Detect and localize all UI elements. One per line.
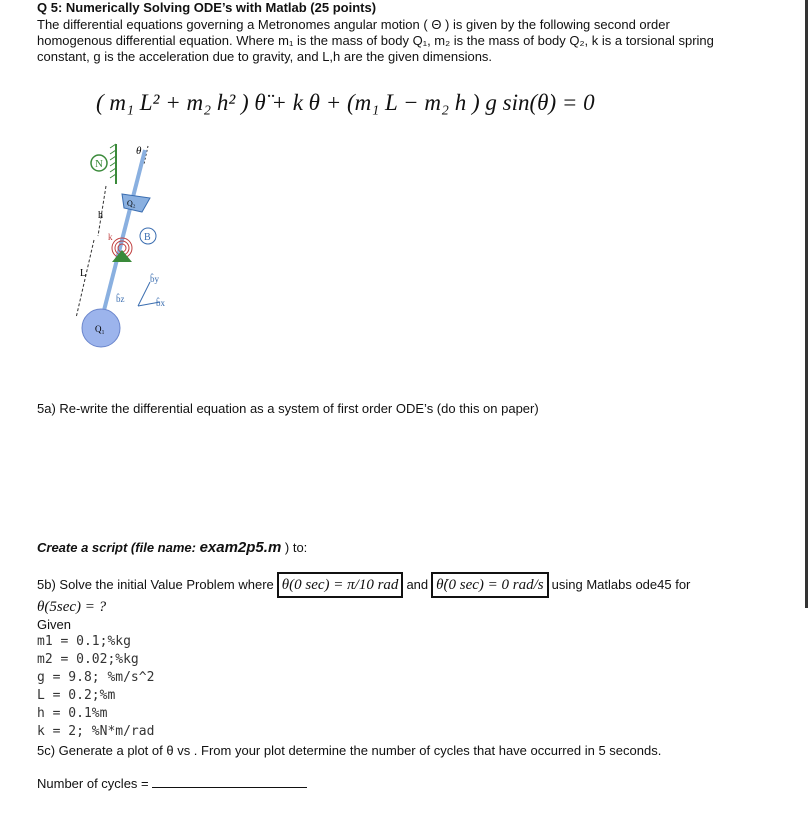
l-label: L xyxy=(80,268,87,279)
cycles-label: Number of cycles = xyxy=(37,776,153,791)
intro-line-3: constant, g is the acceleration due to gravity, and L,h are the given dimensions. xyxy=(37,49,493,64)
part-a-text: 5a) Re-write the differential equation as a system of first order ODE’s (do this on paper) xyxy=(37,401,539,416)
code-line: h = 0.1%m xyxy=(37,706,108,721)
frame-b-label: B xyxy=(144,232,151,243)
code-line: m2 = 0.02;%kg xyxy=(37,652,139,667)
frame-n-label: N xyxy=(95,158,103,170)
intro-line-2: homogenous differential equation. Where m₁ is the mass of body Q₁, m₂ is the mass of body Q₂, k is a torsional spring xyxy=(37,33,714,48)
part-c-text: 5c) Generate a plot of θ vs . From your plot determine the number of cycles that have occurred in 5 seconds. xyxy=(37,743,662,758)
intro-line-1: The differential equations governing a Metronomes angular motion ( Θ ) is given by the following second order xyxy=(37,17,670,32)
ic-theta-box: θ(0 sec) = π/10 rad xyxy=(277,572,404,598)
metronome-figure xyxy=(70,136,190,356)
part-b-line xyxy=(37,572,690,598)
l-dimension xyxy=(76,240,94,318)
code-line: m1 = 0.1;%kg xyxy=(37,634,131,649)
question-title: Q 5: Numerically Solving ODE’s with Matlab (25 points) xyxy=(37,0,377,15)
part-b-and: and xyxy=(406,577,429,592)
script-suffix: ) to: xyxy=(281,540,308,555)
h-label: h xyxy=(98,210,103,221)
cycles-line xyxy=(37,775,307,792)
code-line: k = 2; %N*m/rad xyxy=(37,724,155,739)
script-instruction xyxy=(37,540,307,556)
k-label: k xyxy=(108,232,113,242)
ic-thetadot-box: θ̇(0 sec) = 0 rad/s xyxy=(431,572,548,598)
script-filename: exam2p5.m xyxy=(199,539,282,556)
part-b-question: θ(5sec) = ? xyxy=(37,599,107,615)
cycles-answer-blank[interactable] xyxy=(152,775,307,788)
part-b-end: using Matlabs ode45 for xyxy=(551,577,691,592)
given-label: Given xyxy=(37,617,71,632)
bx-label: b̂x xyxy=(156,298,165,308)
given-code xyxy=(37,633,154,741)
script-prefix: Create a script (file name: xyxy=(37,540,200,555)
by-vector xyxy=(138,282,150,306)
by-label: b̂y xyxy=(150,274,159,284)
pivot-support xyxy=(112,250,132,262)
part-b-start: 5b) Solve the initial Value Problem where xyxy=(37,577,274,592)
theta-label: θ xyxy=(136,145,142,157)
bz-label: b̂z xyxy=(116,294,125,304)
code-line: L = 0.2;%m xyxy=(37,688,116,703)
q2-label: Q₂ xyxy=(127,199,136,208)
code-line: g = 9.8; %m/s^2 xyxy=(37,670,155,685)
q1-label: Q₁ xyxy=(95,324,105,334)
governing-equation: ( m₁ L² + m₂ h² ) θ̈ + k θ + (m₁ L − m₂ h ) g sin(θ) = 0 xyxy=(96,90,595,115)
